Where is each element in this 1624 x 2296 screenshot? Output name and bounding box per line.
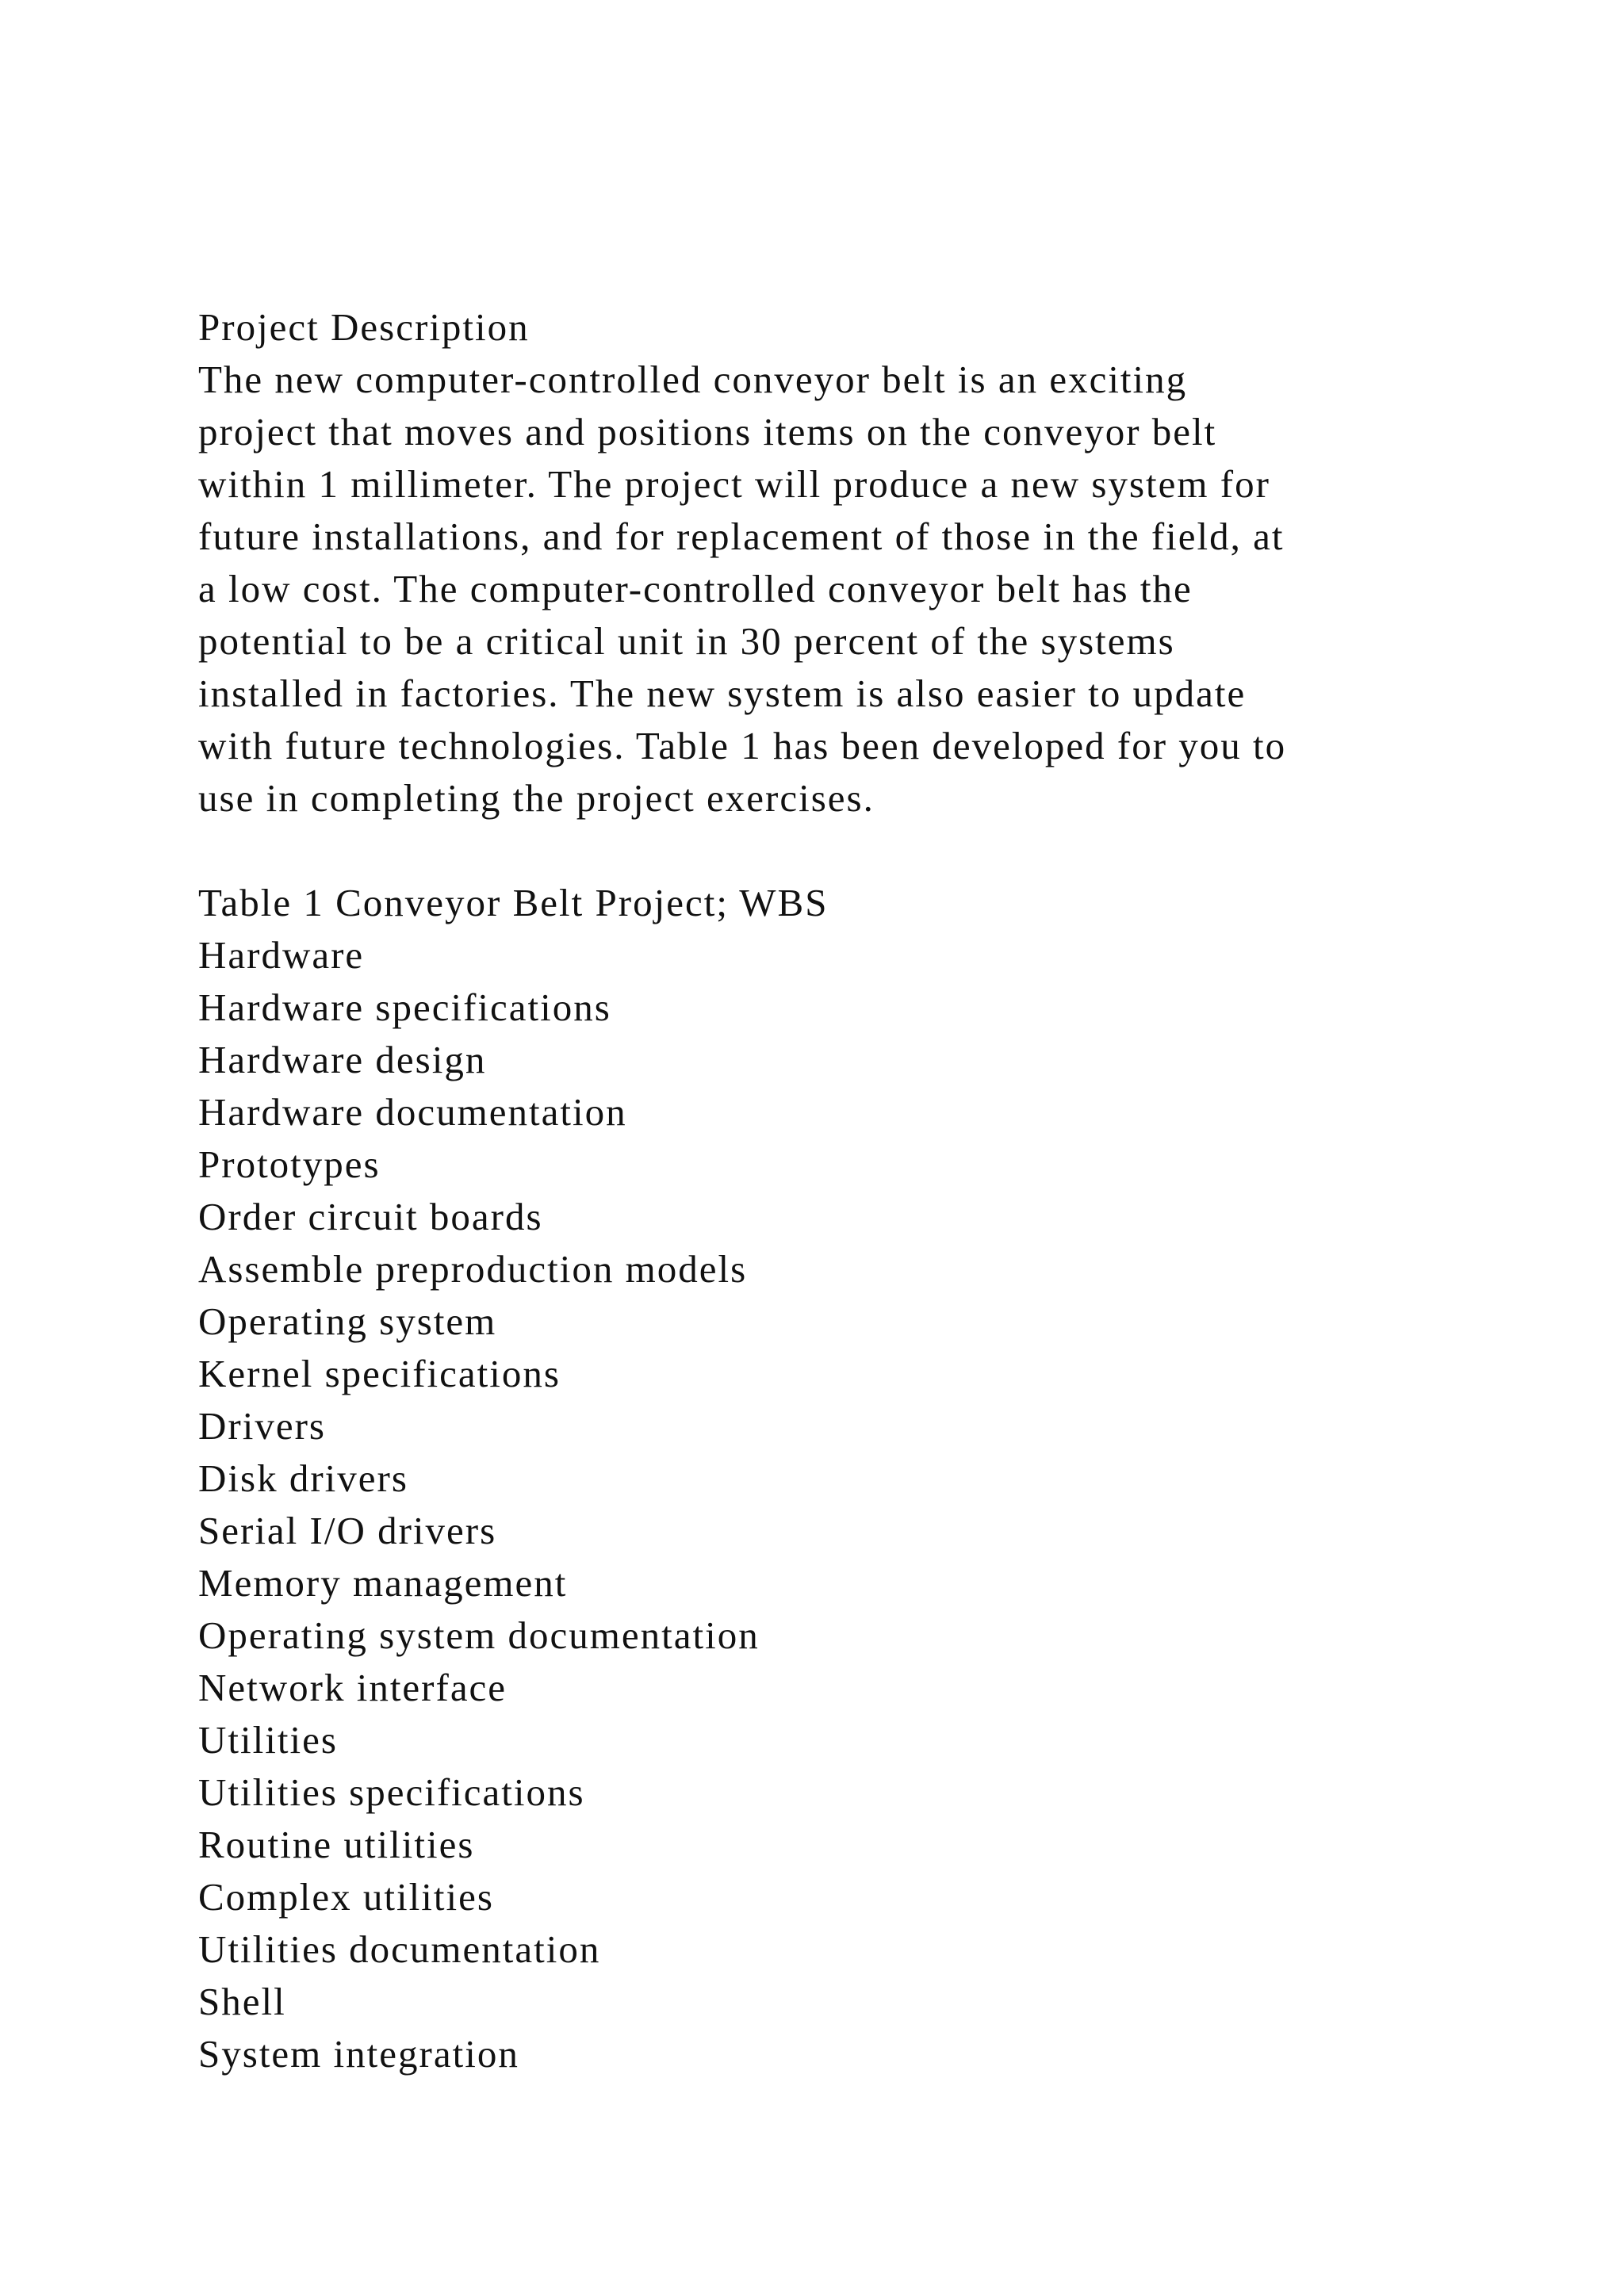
wbs-item: Memory management xyxy=(198,1561,568,1605)
wbs-item: Utilities documentation xyxy=(198,1927,601,1971)
wbs-item: Drivers xyxy=(198,1404,326,1448)
wbs-item: Complex utilities xyxy=(198,1875,494,1919)
wbs-item: Hardware documentation xyxy=(198,1090,627,1134)
wbs-item: Prototypes xyxy=(198,1142,381,1186)
wbs-item: Operating system xyxy=(198,1299,497,1343)
document-page xyxy=(198,301,1507,2080)
wbs-item: Order circuit boards xyxy=(198,1195,543,1238)
spacer xyxy=(198,825,1507,877)
description-paragraph xyxy=(198,354,1507,825)
paragraph-line: with future technologies. Table 1 has been developed for you to xyxy=(198,724,1287,767)
wbs-item: Utilities xyxy=(198,1718,338,1762)
paragraph-line: a low cost. The computer-controlled conveyor belt has the xyxy=(198,567,1193,610)
wbs-item: Hardware specifications xyxy=(198,985,611,1029)
paragraph-line: potential to be a critical unit in 30 percent of the systems xyxy=(198,619,1175,663)
wbs-item: Routine utilities xyxy=(198,1823,475,1866)
wbs-item: Hardware design xyxy=(198,1038,487,1081)
paragraph-line: project that moves and positions items on the conveyor belt xyxy=(198,410,1217,453)
wbs-item: Disk drivers xyxy=(198,1456,408,1500)
paragraph-line: future installations, and for replacement of those in the field, at xyxy=(198,515,1285,558)
wbs-item: System integration xyxy=(198,2032,519,2076)
wbs-item: Hardware xyxy=(198,933,365,977)
section-heading: Project Description xyxy=(198,305,530,349)
wbs-item: Kernel specifications xyxy=(198,1352,561,1395)
table-title: Table 1 Conveyor Belt Project; WBS xyxy=(198,881,829,924)
paragraph-line: within 1 millimeter. The project will produce a new system for xyxy=(198,462,1270,506)
wbs-item: Shell xyxy=(198,1980,286,2023)
paragraph-line: The new computer-controlled conveyor belt is an exciting xyxy=(198,358,1188,401)
wbs-item: Utilities specifications xyxy=(198,1770,585,1814)
wbs-item: Assemble preproduction models xyxy=(198,1247,748,1291)
paragraph-line: use in completing the project exercises. xyxy=(198,776,875,820)
wbs-item: Network interface xyxy=(198,1666,508,1709)
wbs-item: Serial I/O drivers xyxy=(198,1509,497,1552)
wbs-item: Operating system documentation xyxy=(198,1613,760,1657)
paragraph-line: installed in factories. The new system is also easier to update xyxy=(198,672,1247,715)
wbs-list xyxy=(198,929,1507,2080)
